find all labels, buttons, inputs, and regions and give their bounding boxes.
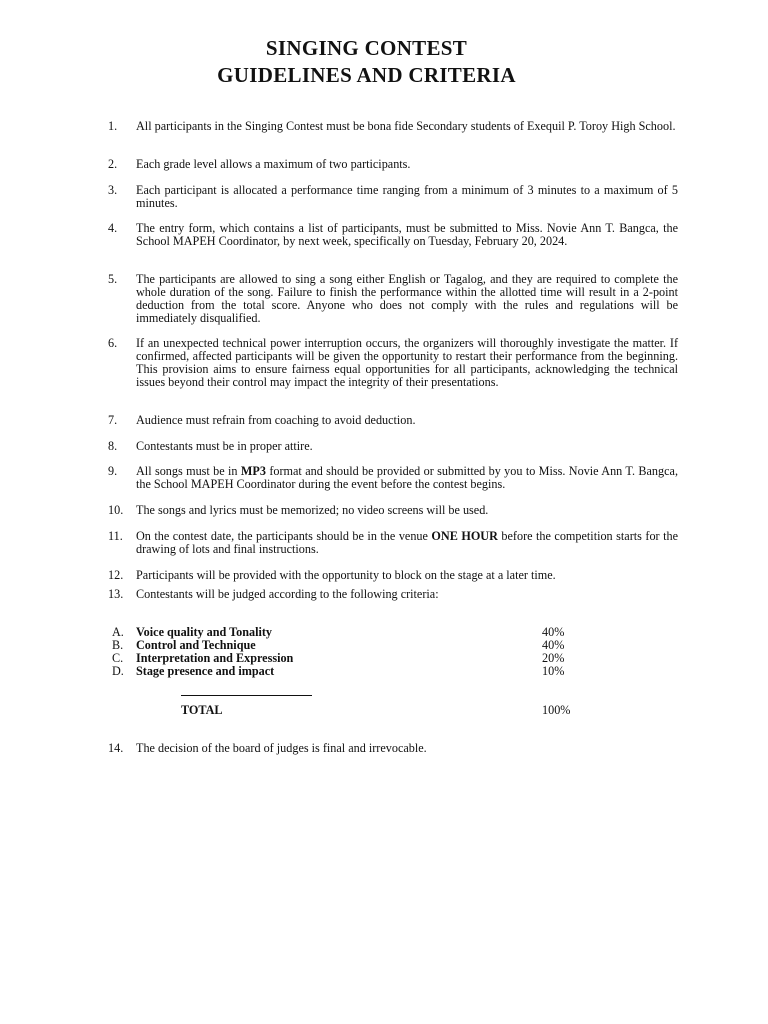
guideline-item-10: [108, 504, 678, 517]
item-number: 6.: [108, 336, 118, 350]
item-text: All songs must be in MP3 format and should be provided or submitted by you to Miss. Novie Ann T. Bangca, the School MAPEH Coordinator during the event before the contest begins.: [136, 464, 678, 491]
guideline-item-5: [108, 273, 678, 325]
item-number: 2.: [108, 157, 118, 171]
criteria-name: Interpretation and Expression: [136, 651, 294, 665]
item-number: 12.: [108, 568, 124, 582]
guideline-item-2: [108, 158, 678, 171]
guideline-item-7: [108, 414, 678, 427]
criteria-percent: 40%: [542, 625, 565, 639]
guideline-item-3: [108, 184, 678, 210]
format-emphasis: MP3: [240, 464, 266, 478]
item-text: Contestants will be judged according to the following criteria:: [136, 587, 439, 601]
total-divider: [181, 695, 312, 696]
criteria-percent: 20%: [542, 651, 565, 665]
document-title: SINGING CONTEST: [265, 36, 468, 60]
item-text: Audience must refrain from coaching to avoid deduction.: [136, 413, 416, 427]
guideline-item-13: [108, 588, 678, 601]
item-number: 9.: [108, 464, 118, 478]
item-text: The entry form, which contains a list of participants, must be submitted to Miss. Novie Ann T. Bangca, the School MAPEH Coordinator, by next week, specifically on Tuesday, February 20, 2024.: [136, 221, 678, 248]
item-number: 1.: [108, 119, 118, 133]
guideline-item-8: [108, 440, 678, 453]
item-number: 3.: [108, 183, 118, 197]
item-number: 13.: [108, 587, 124, 601]
guideline-item-14: [108, 742, 678, 755]
item-number: 10.: [108, 503, 124, 517]
guideline-item-9: [108, 465, 678, 491]
criteria-name: Voice quality and Tonality: [136, 625, 273, 639]
item-number: 4.: [108, 221, 118, 235]
total-label: TOTAL: [181, 703, 223, 717]
guideline-item-6: [108, 337, 678, 389]
criteria-letter: A.: [112, 625, 124, 639]
criteria-row: [112, 665, 582, 678]
document-subtitle: GUIDELINES AND CRITERIA: [217, 63, 516, 87]
criteria-letter: C.: [112, 651, 124, 665]
item-text: On the contest date, the participants should be in the venue ONE HOUR before the competition starts for the drawing of lots and final instructions.: [136, 529, 678, 556]
item-text: Contestants must be in proper attire.: [136, 439, 313, 453]
criteria-letter: D.: [112, 664, 124, 678]
criteria-total-row: [181, 704, 601, 717]
item-text: Each participant is allocated a performance time ranging from a minimum of 3 minutes to a maximum of 5 minutes.: [136, 183, 678, 210]
guideline-item-4: [108, 222, 678, 248]
criteria-percent: 10%: [542, 664, 565, 678]
item-text: Each grade level allows a maximum of two participants.: [136, 157, 411, 171]
guideline-item-12: [108, 569, 678, 582]
criteria-percent: 40%: [542, 638, 565, 652]
item-text: The participants are allowed to sing a song either English or Tagalog, and they are required to complete the whole duration of the song. Failure to finish the performance within the allotted time will result in a 2-point deduction from the total score. Anyone who does not comply with the rules and regulations will be immediately disqualified.: [136, 272, 678, 325]
guideline-item-1: [108, 120, 678, 133]
item-text: Participants will be provided with the opportunity to block on the stage at a later time.: [136, 568, 556, 582]
guideline-item-11: [108, 530, 678, 556]
item-text: If an unexpected technical power interruption occurs, the organizers will thoroughly investigate the matter. If confirmed, affected participants will be given the opportunity to restart their performance from the beginning. This provision aims to ensure fairness equal opportunities for all participants, acknowledging the technical issues beyond their control may impact the integrity of their presentations.: [136, 336, 678, 389]
item-text: All participants in the Singing Contest must be bona fide Secondary students of Exequil P. Toroy High School.: [136, 119, 676, 133]
item-number: 5.: [108, 272, 118, 286]
item-number: 7.: [108, 413, 118, 427]
item-number: 8.: [108, 439, 118, 453]
item-number: 11.: [108, 529, 123, 543]
item-number: 14.: [108, 741, 124, 755]
criteria-name: Stage presence and impact: [136, 664, 275, 678]
criteria-name: Control and Technique: [136, 638, 256, 652]
item-text: The decision of the board of judges is final and irrevocable.: [136, 741, 427, 755]
total-percent: 100%: [542, 703, 571, 717]
time-emphasis: ONE HOUR: [431, 529, 498, 543]
criteria-letter: B.: [112, 638, 124, 652]
item-text: The songs and lyrics must be memorized; no video screens will be used.: [136, 503, 489, 517]
